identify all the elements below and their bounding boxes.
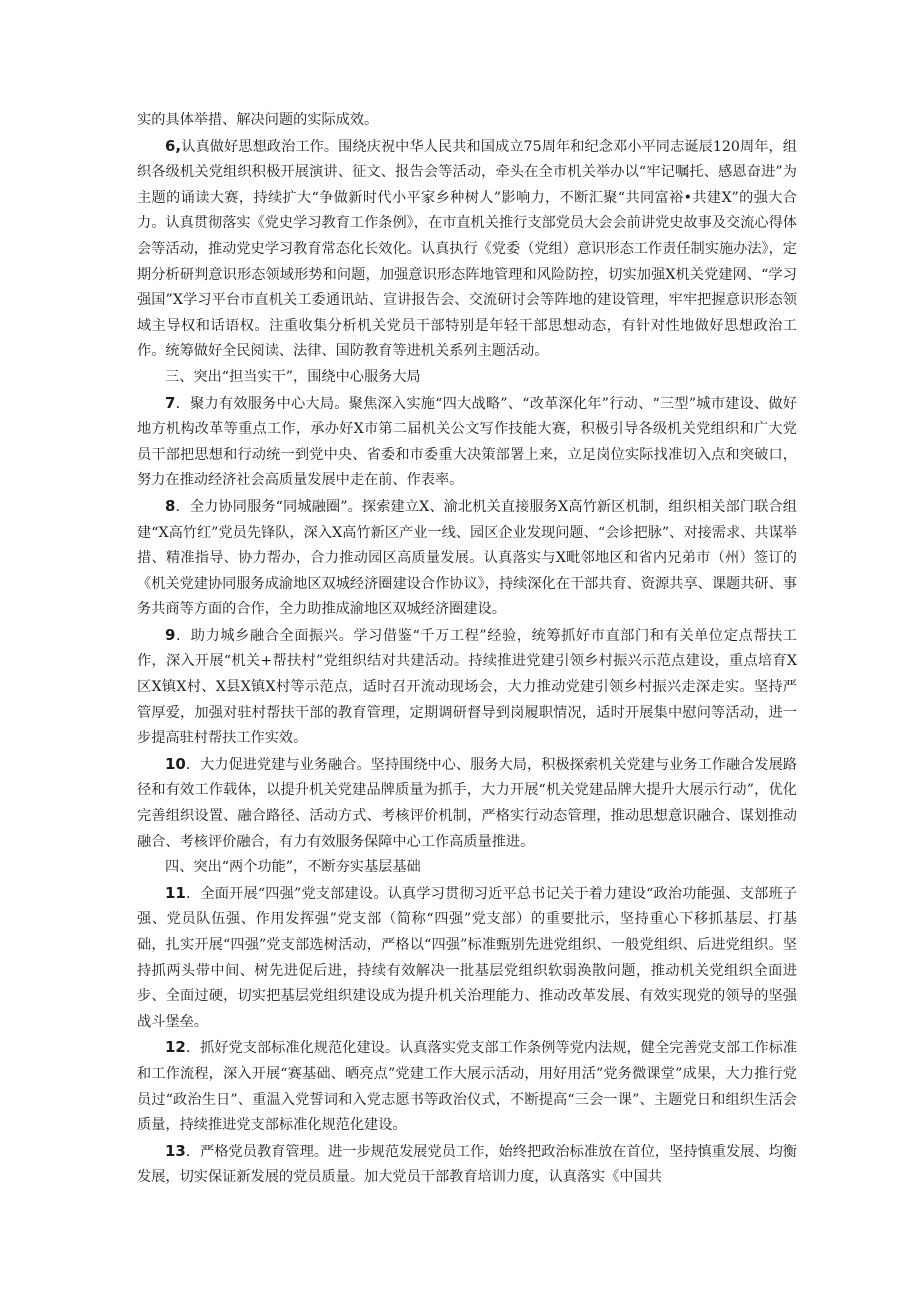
item-number: 8 (165, 496, 176, 515)
item-number: 13 (165, 1141, 186, 1160)
paragraph-text: ．全面开展“四强”党支部建设。认真学习贯彻习近平总书记关于着力建设“政治功能强、支部班子强、党员队伍强、作用发挥强”党支部（简称“四强”党支部）的重要批示，坚持重心下移抓基层、打基础，扎实开展“四强”党支部选树活动，严格以“四强”标准甄别先进党组织、一般党组织、后进党组织。坚持抓两头带中间、树先进促后进，持续有效解决一批基层党组织软弱涣散问题，推动机关党组织全面进步、全面过硬，切实把基层党组织建设成为提升机关治理能力、推动改革发展、有效实现党的领导的坚强战斗堡垒。 (137, 885, 797, 1030)
item-number: 6, (165, 136, 182, 155)
section-heading-4 (137, 855, 797, 881)
paragraph-item-7 (137, 391, 797, 494)
paragraph-continuation (137, 108, 797, 134)
paragraph-text: ．助力城乡融合全面振兴。学习借鉴“千万工程”经验，统筹抓好市直部门和有关单位定点帮扶工作，深入开展“机关+帮扶村”党组织结对共建活动。持续推进党建引领乡村振兴示范点建设，重点培育X区X镇X村、X县X镇X村等示范点，适时召开流动现场会，大力推动党建引领乡村振兴走深走实。坚持严管厚爱，加强对驻村帮扶干部的教育管理，定期调研督导到岗履职情况，适时开展集中慰问等活动，进一步提高驻村帮扶工作实效。 (137, 627, 797, 747)
item-number: 10 (165, 754, 186, 773)
paragraph-item-9 (137, 623, 797, 752)
paragraph-text: 实的具体举措、解决问题的实际成效。 (137, 112, 379, 128)
paragraph-item-10 (137, 752, 797, 855)
paragraph-item-6 (137, 134, 797, 365)
paragraph-text: ．抓好党支部标准化规范化建设。认真落实党支部工作条例等党内法规，健全完善党支部工作标准和工作流程，深入开展“赛基础、晒亮点”党建工作大展示活动，用好用活”党务微课堂”成果，大力推行党员过“政治生日”、重温入党誓词和入党志愿书等政治仪式，不断提高“三会一课”、主题党日和组织生活会质量，持续推进党支部标准化规范化建设。 (137, 1040, 797, 1134)
paragraph-item-13 (137, 1139, 797, 1191)
paragraph-text: ．聚力有效服务中心大局。聚焦深入实施“四大战略”、“改革深化年”行动、“三型”城市建设、做好地方机构改革等重点工作，承办好X市第二届机关公文写作技能大赛，积极引导各级机关党组织和广大党员干部把思想和行动统一到党中央、省委和市委重大决策部署上来，立足岗位实际找准切入点和突破口，努力在推动经济社会高质量发展中走在前、作表率。 (137, 395, 797, 489)
paragraph-text: ．严格党员教育管理。进一步规范发展党员工作，始终把政治标准放在首位，坚持慎重发展、均衡发展，切实保证新发展的党员质量。加大党员干部教育培训力度，认真落实《中国共 (137, 1143, 797, 1186)
item-number: 7 (165, 393, 176, 412)
item-number: 12 (165, 1038, 186, 1057)
heading-text: 四、突出“两个功能”，不断夯实基层基础 (165, 859, 421, 876)
paragraph-item-8 (137, 494, 797, 623)
document-body (137, 108, 797, 1191)
paragraph-item-12 (137, 1035, 797, 1138)
item-number: 11 (165, 883, 186, 902)
paragraph-text: ．大力促进党建与业务融合。坚持围绕中心、服务大局，积极探索机关党建与业务工作融合发展路径和有效工作载体，以提升机关党建品牌质量为抓手，大力开展“机关党建品牌大提升大展示行动”，优化完善组织设置、融合路径、活动方式、考核评价机制，严格实行动态管理，推动思想意识融合、谋划推动融合、考核评价融合，有力有效服务保障中心工作高质量推进。 (137, 756, 797, 850)
heading-text: 三、突出“担当实干”，围绕中心服务大局 (165, 368, 421, 385)
item-number: 9 (165, 625, 176, 644)
paragraph-text: ．全力协同服务“同城融圈”。探索建立X、渝北机关直接服务X高竹新区机制，组织相关部门联合组建“X高竹红”党员先锋队，深入X高竹新区产业一线、园区企业发现问题、“会诊把脉”、对接需求、共谋举措、精准指导、协力帮办，合力推动园区高质量发展。认真落实与X毗邻地区和省内兄弟市（州）签订的《机关党建协同服务成渝地区双城经济圈建设合作协议》，持续深化在干部共育、资源共享、课题共研、事务共商等方面的合作，全力助推成渝地区双城经济圈建设。 (137, 498, 797, 618)
section-heading-3 (137, 365, 797, 391)
paragraph-item-11 (137, 881, 797, 1036)
paragraph-text: 认真做好思想政治工作。围绕庆祝中华人民共和国成立75周年和纪念邓小平同志诞辰120周年，组织各级机关党组织积极开展演讲、征文、报告会等活动，牵头在全市机关举办以“牢记嘱托、感恩奋进”为主题的诵读大赛，持续扩大“争做新时代小平家乡种树人”影响力，不断汇聚“共同富裕•共建X”的强大合力。认真贯彻落实《党史学习教育工作条例》，在市直机关推行支部党员大会会前讲党史故事及交流心得体会等活动，推动党史学习教育常态化长效化。认真执行《党委（党组）意识形态工作责任制实施办法》，定期分析研判意识形态领域形势和问题，加强意识形态阵地管理和风险防控，切实加强X机关党建网、“学习强国”X学习平台市直机关工委通讯站、宣讲报告会、交流研讨会等阵地的建设管理，牢牢把握意识形态领域主导权和话语权。注重收集分析机关党员干部特别是年轻干部思想动态，有针对性地做好思想政治工作。统筹做好全民阅读、法律、国防教育等进机关系列主题活动。 (137, 138, 797, 360)
